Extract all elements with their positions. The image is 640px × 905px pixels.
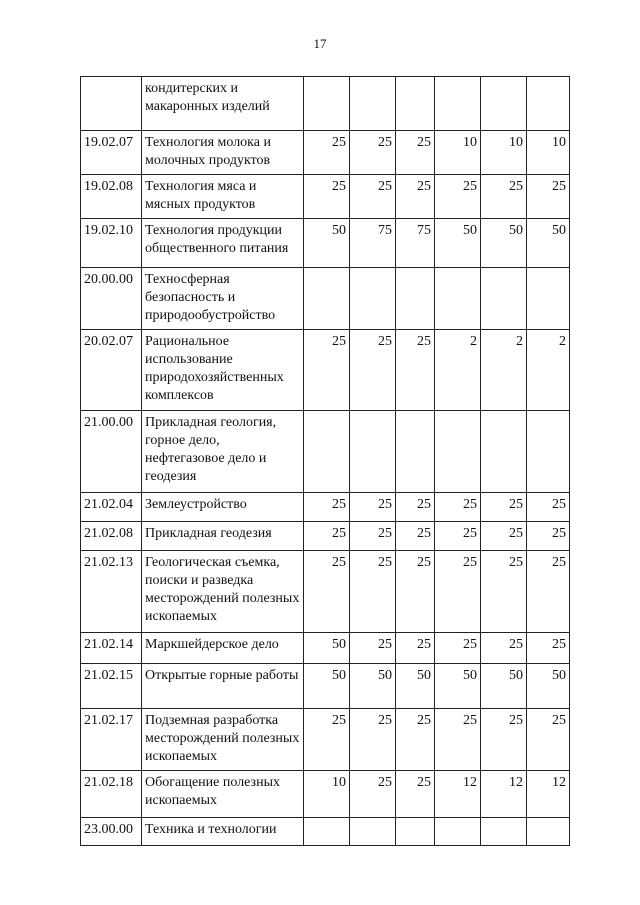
- value-cell: 25: [527, 522, 570, 551]
- value-cell: [350, 411, 396, 493]
- table-row: [81, 219, 570, 268]
- value-cell: [435, 818, 481, 846]
- value-cell: 50: [396, 664, 435, 709]
- specialty-code-cell: 21.02.15: [81, 664, 142, 709]
- specialty-code-cell: 21.02.04: [81, 493, 142, 522]
- value-cell: 25: [481, 709, 527, 771]
- value-cell: [527, 77, 570, 131]
- value-cell: [396, 411, 435, 493]
- value-cell: 50: [304, 664, 350, 709]
- value-cell: 2: [481, 330, 527, 411]
- specialty-code-cell: 23.00.00: [81, 818, 142, 846]
- value-cell: 25: [396, 175, 435, 219]
- specialty-name-cell: Техносферная безопасность и природообустройство: [142, 268, 304, 330]
- value-cell: 25: [396, 771, 435, 818]
- table-row: [81, 268, 570, 330]
- table-row: [81, 551, 570, 633]
- page-number: 17: [313, 36, 327, 51]
- value-cell: 25: [304, 131, 350, 175]
- value-cell: 12: [481, 771, 527, 818]
- table-row: [81, 709, 570, 771]
- value-cell: [481, 818, 527, 846]
- value-cell: 25: [396, 633, 435, 664]
- table-row: [81, 818, 570, 846]
- value-cell: 25: [481, 633, 527, 664]
- value-cell: [304, 818, 350, 846]
- value-cell: [527, 818, 570, 846]
- value-cell: 12: [435, 771, 481, 818]
- value-cell: 25: [350, 633, 396, 664]
- value-cell: 25: [350, 551, 396, 633]
- value-cell: 25: [481, 493, 527, 522]
- specialty-name-cell: Технология молока и молочных продуктов: [142, 131, 304, 175]
- specialty-name-cell: Прикладная геодезия: [142, 522, 304, 551]
- value-cell: 25: [435, 633, 481, 664]
- value-cell: 25: [350, 709, 396, 771]
- value-cell: 25: [527, 175, 570, 219]
- value-cell: 50: [527, 664, 570, 709]
- value-cell: [350, 77, 396, 131]
- value-cell: 25: [396, 709, 435, 771]
- specialty-code-cell: 19.02.08: [81, 175, 142, 219]
- value-cell: 25: [527, 709, 570, 771]
- value-cell: 25: [481, 175, 527, 219]
- table-row: [81, 664, 570, 709]
- value-cell: 25: [435, 493, 481, 522]
- specialty-name-cell: Технология мяса и мясных продуктов: [142, 175, 304, 219]
- table-row: [81, 771, 570, 818]
- value-cell: 25: [435, 551, 481, 633]
- value-cell: [527, 268, 570, 330]
- specialty-code-cell: 21.02.17: [81, 709, 142, 771]
- value-cell: 25: [481, 551, 527, 633]
- specialty-code-cell: 20.02.07: [81, 330, 142, 411]
- specialty-code-cell: 21.02.14: [81, 633, 142, 664]
- value-cell: [350, 268, 396, 330]
- value-cell: 50: [435, 219, 481, 268]
- value-cell: [350, 818, 396, 846]
- specialty-code-cell: 21.02.08: [81, 522, 142, 551]
- value-cell: 50: [481, 664, 527, 709]
- value-cell: [527, 411, 570, 493]
- value-cell: [435, 268, 481, 330]
- table-row: [81, 131, 570, 175]
- value-cell: 25: [350, 330, 396, 411]
- value-cell: 25: [435, 175, 481, 219]
- value-cell: 25: [350, 771, 396, 818]
- value-cell: 25: [350, 175, 396, 219]
- value-cell: 25: [304, 330, 350, 411]
- value-cell: [481, 77, 527, 131]
- value-cell: 25: [435, 709, 481, 771]
- value-cell: [481, 411, 527, 493]
- value-cell: 75: [396, 219, 435, 268]
- value-cell: 25: [350, 522, 396, 551]
- value-cell: 25: [396, 493, 435, 522]
- specialty-code-cell: 20.00.00: [81, 268, 142, 330]
- specialty-name-cell: Рациональное использование природохозяйственных комплексов: [142, 330, 304, 411]
- specialty-name-cell: Геологическая съемка, поиски и разведка месторождений полезных ископаемых: [142, 551, 304, 633]
- specialty-name-cell: Открытые горные работы: [142, 664, 304, 709]
- value-cell: [481, 268, 527, 330]
- value-cell: 50: [304, 219, 350, 268]
- value-cell: [304, 77, 350, 131]
- specialty-code-cell: [81, 77, 142, 131]
- quota-table: [80, 76, 570, 846]
- value-cell: [304, 411, 350, 493]
- table-row: [81, 493, 570, 522]
- value-cell: 50: [304, 633, 350, 664]
- table-row: [81, 77, 570, 131]
- table-row: [81, 411, 570, 493]
- value-cell: 25: [435, 522, 481, 551]
- value-cell: 10: [481, 131, 527, 175]
- value-cell: 50: [481, 219, 527, 268]
- value-cell: 25: [396, 131, 435, 175]
- value-cell: 25: [396, 551, 435, 633]
- value-cell: 10: [527, 131, 570, 175]
- value-cell: 25: [304, 522, 350, 551]
- value-cell: 25: [481, 522, 527, 551]
- value-cell: 25: [304, 709, 350, 771]
- value-cell: 25: [396, 522, 435, 551]
- value-cell: 25: [527, 633, 570, 664]
- value-cell: 25: [350, 131, 396, 175]
- specialty-name-cell: Прикладная геология, горное дело, нефтегазовое дело и геодезия: [142, 411, 304, 493]
- specialty-name-cell: Техника и технологии: [142, 818, 304, 846]
- value-cell: 25: [350, 493, 396, 522]
- value-cell: 25: [527, 493, 570, 522]
- specialty-name-cell: Обогащение полезных ископаемых: [142, 771, 304, 818]
- table-row: [81, 633, 570, 664]
- value-cell: 25: [527, 551, 570, 633]
- value-cell: 50: [350, 664, 396, 709]
- value-cell: [435, 411, 481, 493]
- value-cell: [304, 268, 350, 330]
- value-cell: 25: [304, 493, 350, 522]
- specialty-name-cell: Технология продукции общественного питания: [142, 219, 304, 268]
- specialty-code-cell: 19.02.10: [81, 219, 142, 268]
- specialty-code-cell: 21.00.00: [81, 411, 142, 493]
- value-cell: [435, 77, 481, 131]
- specialty-name-cell: Землеустройство: [142, 493, 304, 522]
- table-row: [81, 522, 570, 551]
- specialty-code-cell: 21.02.18: [81, 771, 142, 818]
- value-cell: 2: [435, 330, 481, 411]
- table-row: [81, 330, 570, 411]
- value-cell: 25: [304, 551, 350, 633]
- specialty-code-cell: 21.02.13: [81, 551, 142, 633]
- value-cell: 50: [435, 664, 481, 709]
- value-cell: 25: [396, 330, 435, 411]
- value-cell: 12: [527, 771, 570, 818]
- value-cell: [396, 268, 435, 330]
- specialty-name-cell: Подземная разработка месторождений полезных ископаемых: [142, 709, 304, 771]
- value-cell: 10: [435, 131, 481, 175]
- value-cell: 2: [527, 330, 570, 411]
- value-cell: [396, 77, 435, 131]
- table-row: [81, 175, 570, 219]
- value-cell: 25: [304, 175, 350, 219]
- value-cell: 50: [527, 219, 570, 268]
- specialty-code-cell: 19.02.07: [81, 131, 142, 175]
- value-cell: 10: [304, 771, 350, 818]
- value-cell: [396, 818, 435, 846]
- value-cell: 75: [350, 219, 396, 268]
- specialty-name-cell: кондитерских и макаронных изделий: [142, 77, 304, 131]
- specialty-name-cell: Маркшейдерское дело: [142, 633, 304, 664]
